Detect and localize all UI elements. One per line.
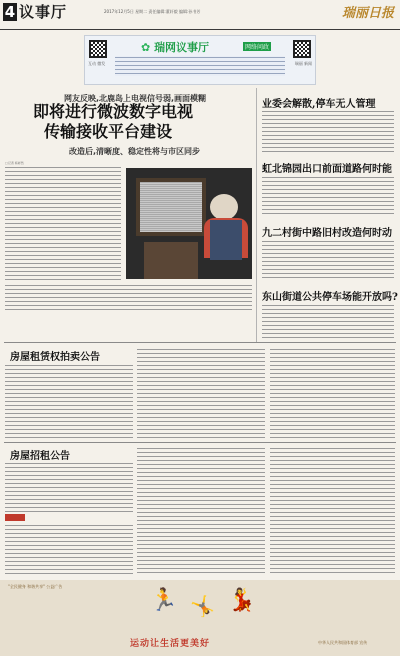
tv-cabinet — [144, 242, 198, 279]
qr-right-caption: 瑞丽 新闻 — [294, 61, 312, 66]
right-body-4 — [262, 304, 394, 340]
right-heading-2: 虹北锦园出口前面道路何时能 — [262, 164, 392, 175]
lead-kicker: 网友反映,北鹿岛上电视信号弱,画面模糊 — [63, 94, 207, 103]
tv-set-icon — [136, 178, 206, 236]
right-heading-1: 业委会解散,停车无人管理 — [262, 99, 376, 110]
classified-body-1 — [137, 447, 265, 576]
classified-body-2 — [270, 447, 395, 576]
ad-right-caption: 中华人民共和国体育部 宣传 — [318, 640, 368, 645]
banner-title-text: 瑞网议事厅 — [154, 41, 210, 54]
column-divider — [256, 88, 257, 342]
dancing-figure-icon: 💃 — [228, 588, 256, 613]
rental-body-2 — [5, 524, 133, 576]
jumping-figure-icon: 🤸 — [190, 594, 215, 618]
running-figure-icon: 🏃 — [150, 588, 178, 613]
notice-body-2 — [137, 348, 265, 438]
banner-tag: 网络问政 — [245, 44, 270, 51]
lead-title-line-2: 传输接收平台建设 — [44, 122, 173, 141]
qr-code-right-icon — [293, 40, 311, 58]
section-rule-2 — [4, 442, 396, 443]
right-heading-4: 东山街道公共停车场能开放吗? — [262, 292, 398, 303]
lead-body-left — [5, 166, 121, 280]
qr-code-left-icon — [89, 40, 107, 58]
banner — [84, 35, 316, 85]
tv-viewer-photo — [126, 168, 252, 279]
right-body-3 — [262, 240, 394, 278]
banner-text — [115, 56, 285, 76]
right-body-2 — [262, 176, 394, 216]
notice-heading-2: 房屋招租公告 — [10, 451, 70, 462]
notice-body-1 — [5, 364, 133, 438]
rental-body — [5, 462, 133, 512]
right-body-1 — [262, 110, 394, 154]
section-rule — [4, 342, 396, 343]
masthead — [0, 0, 400, 30]
lead-subtitle: 改造后,清晰度、稳定性将与市区同步 — [69, 147, 201, 156]
header-meta: 2017年12月5日 星期二 责任编辑:董轩毅 编辑:孙书芳 — [104, 9, 201, 14]
page-number: 4 — [4, 3, 16, 21]
banner-leaf-icon: ✿ — [141, 41, 151, 54]
notice-tag — [5, 514, 25, 521]
notice-body-3 — [270, 348, 395, 438]
lead-body-bottom — [5, 284, 252, 312]
ad-left-caption: "全民健身 和谐共享" 公益广告 — [8, 584, 63, 589]
banner-title — [141, 39, 209, 55]
qr-left-caption: 互动 微发 — [88, 61, 106, 66]
viewer-head — [210, 194, 238, 220]
newspaper-logo: 瑞丽日报 — [341, 6, 394, 21]
lead-byline: □记者 杨彬然 — [5, 161, 24, 165]
section-title: 议事厅 — [19, 3, 68, 21]
viewer-body — [210, 220, 242, 260]
notice-heading-1: 房屋租赁权拍卖公告 — [10, 352, 100, 363]
public-service-ad — [0, 580, 400, 656]
lead-title-line-1: 即将进行微波数字电视 — [33, 102, 194, 121]
right-heading-3: 九二村街中路旧村改造何时动 — [262, 228, 392, 239]
ad-slogan: 运动让生活更美好 — [130, 639, 211, 649]
